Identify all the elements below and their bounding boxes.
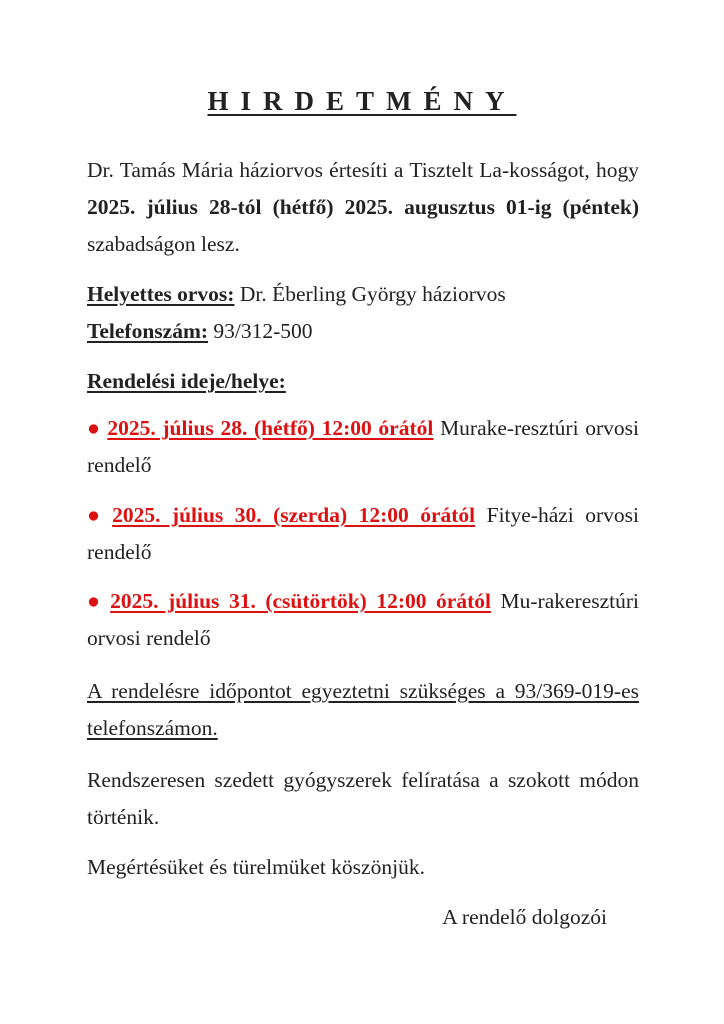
schedule-time: 2025. július 28. (hétfő) 12:00 órától (107, 416, 434, 440)
bullet-icon: ● (87, 503, 107, 527)
schedule-item (87, 410, 639, 484)
schedule-place: Fitye-házi orvosi rendelő (87, 503, 639, 564)
substitute-label: Helyettes orvos: (87, 282, 235, 306)
intro-suffix: szabadságon lesz. (87, 232, 240, 256)
substitute-info (87, 276, 639, 350)
phone-value: 93/312-500 (213, 319, 313, 343)
schedule-item (87, 497, 639, 571)
appointment-note-text: A rendelésre időpontot egyeztetni szükséges a 93/369-019-es telefonszámon. (87, 679, 639, 740)
substitute-line (87, 276, 639, 313)
signature: A rendelő dolgozói (442, 905, 607, 929)
notice-title: HIRDETMÉNY (207, 86, 517, 116)
schedule-time: 2025. július 31. (csütörtök) 12:00 órától (110, 589, 491, 613)
phone-line (87, 313, 639, 350)
bullet-icon: ● (87, 416, 102, 440)
substitute-value: Dr. Éberling György háziorvos (239, 282, 506, 306)
appointment-note (87, 673, 639, 747)
vacation-dates: 2025. július 28-tól (hétfő) 2025. augusztus 01-ig (péntek) (87, 195, 639, 219)
phone-label: Telefonszám: (87, 319, 209, 343)
schedule-heading (87, 363, 639, 400)
schedule-time: 2025. július 30. (szerda) 12:00 órától (112, 503, 476, 527)
schedule-heading-text: Rendelési ideje/helye: (87, 369, 286, 393)
schedule-place: Mu-rakeresztúri orvosi rendelő (87, 589, 640, 650)
intro-prefix: Dr. Tamás Mária háziorvos értesíti a Tisztelt La-kosságot, hogy (87, 158, 639, 182)
thanks-text: Megértésüket és türelmüket köszönjük. (87, 855, 425, 879)
schedule-place: Murake-resztúri orvosi rendelő (87, 416, 639, 477)
intro-paragraph (87, 152, 639, 263)
bullet-icon: ● (87, 589, 105, 613)
prescription-note: Rendszeresen szedett gyógyszerek felíratása a szokott módon történik. (87, 768, 639, 829)
schedule-item (87, 583, 639, 657)
